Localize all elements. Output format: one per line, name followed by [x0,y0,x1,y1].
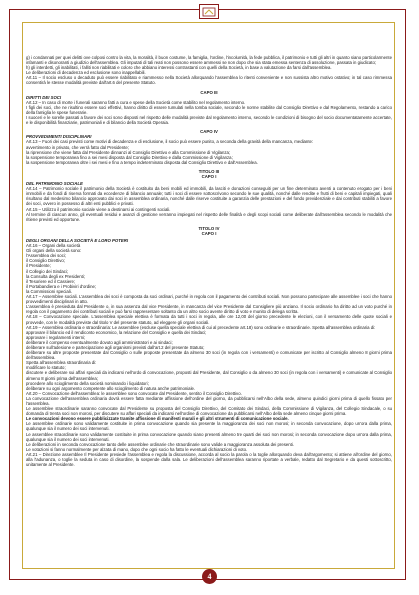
paragraph: l'Assemblea dei soci; [26,253,66,259]
paragraph: Art.12 – In caso di morte i funerali saranno fatti a cura e spese della Società come stabilito nel regolamento interno. [26,99,246,105]
section-heading: TITOLO III [198,168,220,174]
paragraph: Le assemblee ordinarie sono validamente costituite in prima convocazione quando sia presente la maggioranza dei soci non morosi; in seconda convocazione, dopo un'ora dalla prima, qualunque sia il numero dei soci intervenuti. [26,421,392,432]
paragraph: il Presidente; [26,263,51,269]
paragraph: Art.17 – Assemblee sociali. L'assemblea dei soci è composta da soci ordinari, purché in regola con il pagamento dei contributi sociali. Non possono partecipare alle assemblee i soci che hanno provvedimenti disciplinari in atto. [26,294,392,305]
page-number-badge [202,569,217,584]
emblem-icon [199,4,219,19]
paragraph: la riprensione che viene fatta dal Presidente dinnanzi al Consiglio Direttivo e alla Commissione di Vigilanza; [26,149,231,155]
subsection-heading: DEGLI ORGANI DELLA SOCIETÀ E LORO POTERI [26,238,129,243]
section-heading: CAPO III [200,89,218,95]
paragraph: Le deliberazioni in seconda convocazione tanto delle assemblee ordinarie che straordinarie sono valide a maggioranza assoluta dei presenti. [26,441,295,447]
section-heading: CAPO I [201,173,217,179]
paragraph: Art.11 – Il socio escluso o decaduto può essere riabilitato e riammesso nella Società allorquando l'assemblea lo ritenti conveniente e non sussista altro motivo ostativo; in tal caso rimmessa consentirà le stesse modalità previste dall'art.6 del presente Statuto. [26,75,392,86]
subsection-heading: DIRITTI DEI SOCI [26,94,62,100]
paragraph: la Consulta degli ex Presidenti; [26,273,85,279]
paragraph: Le assemblee straordinarie saranno convocate dal Presidente su proposta del Consiglio Direttivo, del Comitato dei Sindaci, della Commissione di Vigilanza, del Collegio Sindacale, o su domanda di trenta soci non morosi, per discutere su affari speciali da indicarsi nell'ordine di convocazione da pubblicarsi nell'Albo della sede almeno cinque giorni prima. [26,406,392,417]
paragraph: g) i condannati per quei delitti ove colposi contro la vita, la moralità, il buon costume, la famiglia, l'ordine, l'incolumità, la fede pubblica, il patrimonio e tutti gli altri in quanto siano particolarmente infamanti e disonoranti a giudizio dell'assemblea. Gli imputati di tali reati non possono essere ammessi se non dopo che sia stata emessa sentenza di assoluzione, passata in giudicato; [26,55,392,66]
paragraph: Gli organi della società sono: [26,248,82,254]
section-heading: CAPO IV [200,129,218,135]
subsection-heading: PROVVEDIMENTI DISCIPLINARI [26,134,92,140]
paragraph: Le deliberazioni di decadenza ed esclusione sono inappellabili. [26,70,146,76]
paragraph: Al termine di ciascun anno, gli eventuali residui e avanzi di gestione verranno impiegati nel rispetto delle finalità e degli scopi sociali come deliberate dall'assemblea secondo le modalità che ritiene previsti ed opportune. [26,211,392,222]
paragraph: Art.19 – Assemblea ordinaria e straordinaria: Le assemblee (escluse quella speciale elettiva di cui al precedente art.18) sono ordinarie e straordinarie. Spetta all'assemblea ordinaria di: [26,324,376,330]
paragraph: procedere allo scioglimento della società nominando i liquidatori; [26,380,149,386]
paragraph: approvare i regolamenti interni; [26,334,86,340]
paragraph: Le convocazioni devono essere pubblicizzate tramite affissione di manifesti murali e gli altri strumenti di comunicazione sociale. [26,416,289,422]
paragraph: avvertimento in privato, che verrà fatto dal Presidente; [26,144,129,150]
paragraph: I figli dei soci, che ne risultino essere soci effettivi, hanno diritto di essere tumulati nella tomba sociale, secondo le norme stabilite dal Consiglio Direttivo e dal Regolamento, restando a carico della famiglia le spese funerarie. [26,104,392,115]
page-number: 4 [207,572,212,581]
paragraph: Art.20 – Convocazione dell'assemblea: le assemblee sono convocate dal Presidente, sentito il Consiglio Direttivo. [26,390,242,396]
paragraph: il Portabandiera e i Probiviri d'ordine; [26,283,97,289]
paragraph: approvare il bilancio ed il rendiconto economico, la relazione del Consiglio e quella dei Sindaci; [26,329,207,335]
section-heading: CAPO I [201,230,217,236]
paragraph: h) gli interdetti, gli inabilitati, i falliti non riabilitati e coloro che abbiano interessi contrastanti con quelli della Società, in base a valutazione da farsi dall'assemblea. [26,65,332,71]
paragraph: deliberare su altre proposte presentate dal Consiglio o sulle proposte presentate da almeno 30 soci (in regola con i versamenti) e comunicate per iscritto al Consiglio almeno 8 giorni prima dell'assemblea. [26,350,392,361]
paragraph: il Consiglio Direttivo; [26,258,65,264]
section-heading: TITOLO IV [198,225,220,231]
paragraph: Art.18 – Convocazione speciale. L'assemblea speciale elettiva è formata da tutti i soci in regola, alle ore 12,00 del giorno precedente le elezioni, con il versamento delle quote sociali e provvede, con le modalità previste dal titolo V del presente statuto, ad eleggere gli organi sociali. [26,314,392,325]
paragraph: I suoceri e le sorelle passati a favore dei soci sono disposti nel rispetto delle modalità previste dal regolamento interno, secondo le condizioni di bisogno del socio documentatamente accertate, e le disponibilità finanziarie, patrimoniali e di bilancio della Società Operaia. [26,115,392,126]
paragraph: deliberare su ogni argomento competente allo scioglimento di natura anche patrimoniale. [26,385,196,391]
paragraph: Art.14 – Patrimonio sociale il patrimonio della Società è costituito da beni mobili ed immobili, da lasciti e donazioni conseguiti per un fine determinato aventi a contenuto erogato per i beni immobili e da fondi di riserva formati da eccedenze di bilancio annuale; tutti i soci di essere sottoscrivono secondo le sue qualità, nonché dalle rendite e frutti di beni e capitali impiegati, quali risultano dal medesimo bilancio approvato dai soci in assemblea ordinaria, nonché dalle riserve costituite a garanzia delle prestazioni e del fondo previdenziale e dai contributi stabiliti a favore dei soci, ovvero in possesso di altri enti pubblici e privati. [26,186,392,207]
paragraph: deliberare il compenso eventualmente dovuto agli amministratori e ai sindaci; [26,339,173,345]
paragraph: Le votazioni si fanno normalmente per alzata di mano, dopo che ogni socio ha fatto le eventuali dichiarazioni di voto. [26,446,248,452]
paragraph: Art.13 – Fuori dei casi previsti come motivi di decadenza e di esclusione, il socio può essere punito, a seconda della gravità della mancanza, mediante: [26,139,314,145]
paragraph: il Collegio dei Sindaci; [26,268,69,274]
paragraph: discutere e deliberare sui affari speciali da indicarsi nell'ordo di convocazione, proposti dal Presidente, dal Consiglio o da almeno 30 soci (in regola con i versamenti) e comunicate al Consiglio almeno 8 giorni prima dell'assemblea; [26,370,392,381]
paragraph: deliberare sull'adesione e partecipazione agli organismi previsti dall'art.2 del presente Statuto; [26,344,205,350]
paragraph: Art.15 – Utilizzo il patrimonio sociale viene a destinarsi ai contingenti sociali. [26,206,171,212]
paragraph: L'assemblea è presieduta dal Presidente o, in sua assenza dal vice Presidente, in mancanza del vice Presidente dal Consigliere più anziano. Il socio ordinario ha diritto ad un voto purché in regola con il pagamento dei contributi sociali e può farsi rappresentare soltanto da un altro socio avente diritto di voto e munito di delega scritta. [26,304,392,315]
statute-text [26,55,392,555]
paragraph: la sospensione temporanea fino a sei mesi disposta dal Consiglio Direttivo e dalla Commissione di Vigilanza; [26,154,233,160]
subsection-heading: DEL PATRIMONIO SOCIALE [26,181,83,187]
paragraph: il Tesoriere ed il Cassiere; [26,278,76,284]
paragraph: La convocazione dell'assemblea ordinaria dovrà essere fatta mediante affissione dell'ordine del giorno, da pubblicarsi nell'Albo della sede, almeno quindici giorni prima di quello fissato per l'assemblea. [26,395,392,406]
paragraph: Spetta all'assemblea straordinaria di: [26,360,97,366]
paragraph: Le assemblee straordinarie sono validamente costituite in prima convocazione quando siano presenti almeno tre quarti dei soci non morosi; in seconda convocazione dopo un'ora dalla prima, qualunque sia il numero dei soci intervenuti. [26,431,392,442]
paragraph: modificare lo statuto; [26,365,66,371]
paragraph: la sospensione temporanea oltre i sei mesi e fino a tempo indeterminato disposta dal Consiglio Direttivo e dall'Assemblea. [26,159,258,165]
paragraph: la Commissioni speciali. [26,288,72,294]
paragraph: Art.16 – Organi della società [26,243,81,249]
paragraph: Art.21 – Direzione assemblee Il Presidente presiede l'assemblea e regola la discussione, accorda al socio la parola o la toglie allorquando deva dall'argomento; si attiene all'ordine del giorno, alla l'adunanza, o toglie la seduta in caso di disordine, la sospende dalla sala. Le deliberazioni dell'assemblea saranno riportate a verbale, redatto dal Segretario e da questi sottoscritto, unitamente al Presidente. [26,451,392,468]
